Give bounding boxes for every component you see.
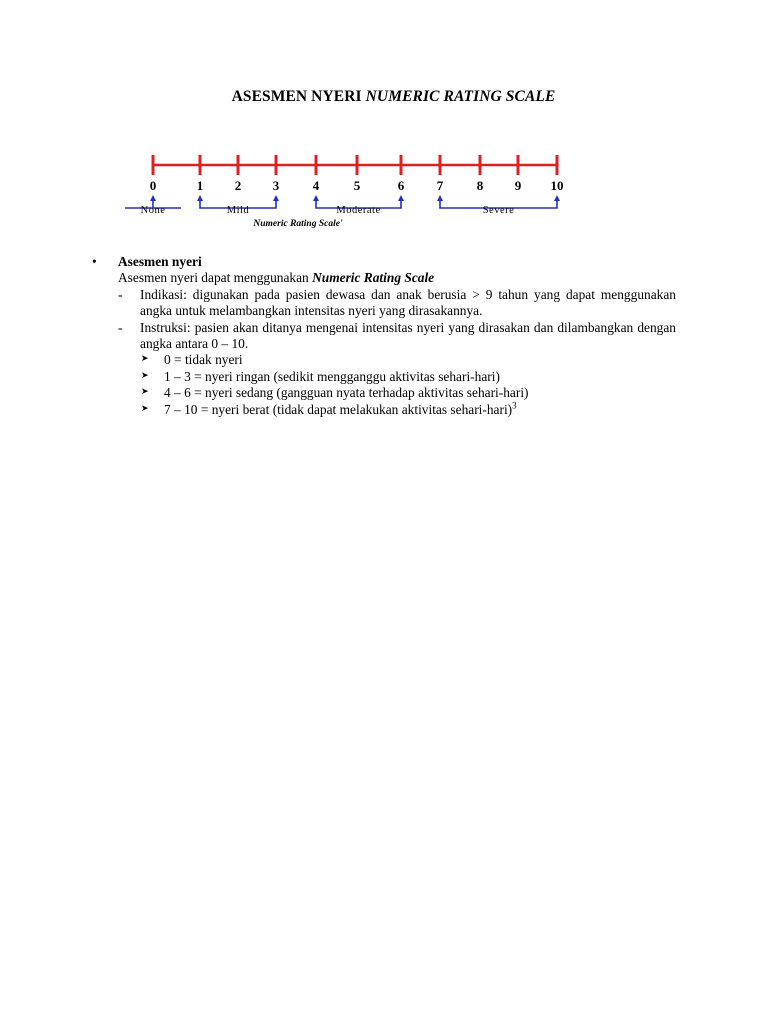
list-item-indikasi [92, 287, 676, 320]
scale-number-1: 1 [196, 178, 204, 193]
scale-number-8: 8 [476, 178, 484, 193]
arrow-up-icon [398, 195, 404, 201]
instruksi-text: Instruksi: pasien akan ditanya mengenai intensitas nyeri yang dirasakan dan dilambangkan dengan angka antara 0 – 10. [140, 319, 676, 352]
level-text: 1 – 3 = nyeri ringan (sedikit mengganggu aktivitas sehari-hari) [164, 368, 500, 384]
scale-number-0: 0 [149, 178, 157, 193]
title-normal: ASESMEN NYERI [231, 88, 366, 105]
dash-marker: - [118, 319, 123, 335]
scale-number-4: 4 [312, 178, 320, 193]
arrow-up-icon [313, 195, 319, 201]
intro-scale-name: Numeric Rating Scale [312, 270, 435, 286]
dash-marker: - [118, 286, 123, 302]
level-text: 7 – 10 = nyeri berat (tidak dapat melakukan aktivitas sehari-hari) [164, 401, 513, 417]
arrow-bullet-icon: ➤ [141, 353, 149, 364]
arrow-up-icon [273, 195, 279, 201]
scale-number-2: 2 [234, 178, 242, 193]
arrow-bullet-icon: ➤ [141, 402, 149, 413]
section-heading-row [92, 254, 676, 270]
level-text: 4 – 6 = nyeri sedang (gangguan nyata terhadap aktivitas sehari-hari) [164, 385, 529, 401]
bullet-icon: • [92, 254, 97, 269]
scale-number-5: 5 [353, 178, 361, 193]
intro-line [92, 270, 676, 286]
figure-caption: Numeric Rating Scale' [253, 219, 343, 229]
page-title [0, 88, 768, 106]
numeric-rating-scale-figure [118, 140, 598, 232]
nrs-svg [118, 140, 598, 232]
level-item-3 [92, 402, 676, 418]
group-label-moderate: Moderate [336, 205, 381, 216]
section-heading: Asesmen nyeri [118, 254, 202, 269]
indikasi-text: Indikasi: digunakan pada pasien dewasa dan anak berusia > 9 tahun yang dapat menggunakan angka untuk melambangkan intensitas nyeri yang dirasakannya. [140, 286, 676, 319]
title-italic: NUMERIC RATING SCALE [365, 88, 556, 105]
scale-number-9: 9 [514, 178, 522, 193]
group-label-mild: Mild [226, 205, 250, 216]
intro-text: Asesmen nyeri dapat menggunakan [118, 270, 313, 286]
level-item-0 [92, 352, 676, 368]
scale-number-7: 7 [436, 178, 444, 193]
scale-number-10: 10 [550, 178, 564, 193]
scale-number-3: 3 [272, 178, 280, 193]
level-item-1 [92, 369, 676, 385]
arrow-up-icon [150, 195, 156, 201]
scale-number-6: 6 [397, 178, 405, 193]
arrow-up-icon [437, 195, 443, 201]
citation-superscript: 3 [512, 400, 517, 411]
arrow-bullet-icon: ➤ [141, 369, 149, 380]
arrow-up-icon [197, 195, 203, 201]
level-text: 0 = tidak nyeri [164, 352, 243, 368]
group-label-none: None [140, 205, 166, 216]
level-item-2 [92, 385, 676, 401]
list-item-instruksi [92, 320, 676, 353]
arrow-bullet-icon: ➤ [141, 386, 149, 397]
group-label-severe: Severe [482, 205, 515, 216]
arrow-up-icon [554, 195, 560, 201]
assessment-section [92, 254, 676, 418]
